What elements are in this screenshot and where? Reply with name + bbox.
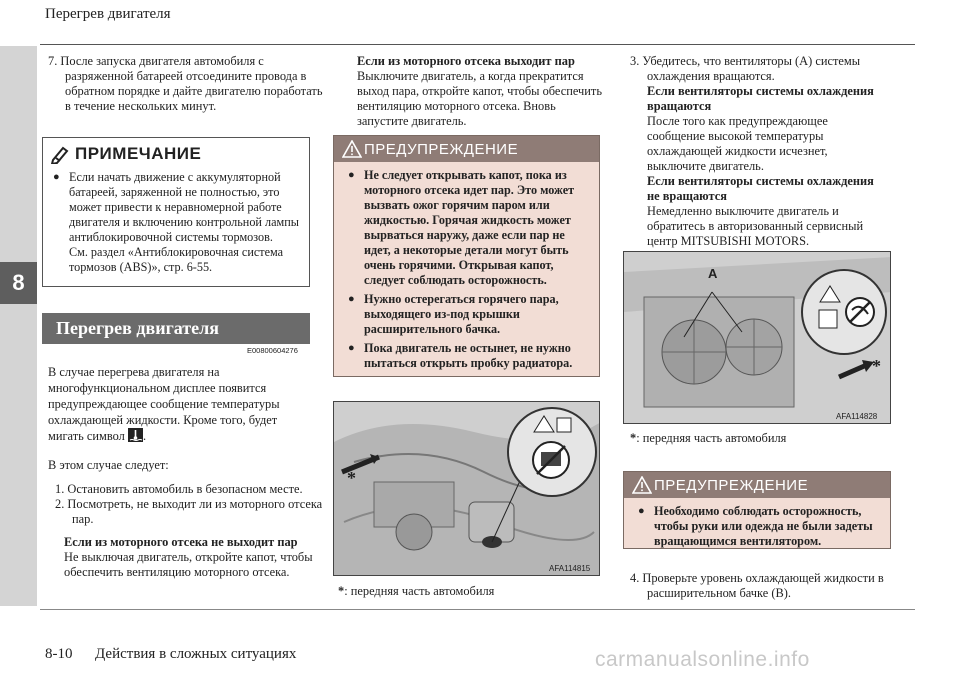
step-7: 7. После запуска двигателя автомобиля с разряженной батареей отсоедините провода в обратном порядке и дайте двигателю поработать в течение нескольких минут.	[48, 54, 323, 113]
bullet-dot-icon: ●	[638, 505, 645, 517]
warning-box-2	[623, 471, 891, 549]
engine-bay-figure-1	[333, 401, 600, 576]
engine-bay-figure-2	[623, 251, 891, 424]
bullet-dot-icon: ●	[348, 293, 355, 305]
figure-2-label-a: A	[708, 266, 718, 281]
figure-2-code: AFA114828	[836, 412, 878, 421]
warning-1-bullet-2: Нужно остерегаться горячего пара, выходящего из-под крышки расширительного бачка.	[364, 292, 559, 336]
no-steam-title: Если из моторного отсека не выходит пар	[64, 535, 298, 549]
fans-no-rotate-text: Немедленно выключите двигатель и обратитесь в авторизованный сервисный центр MITSUBISHI MOTORS.	[647, 204, 864, 248]
footer-divider	[40, 609, 915, 610]
bullet-dot-icon: ●	[53, 171, 60, 183]
no-steam-text: Не выключая двигатель, откройте капот, чтобы обеспечить вентиляцию моторного отсека.	[64, 550, 313, 579]
chapter-sidebar	[0, 46, 37, 606]
note-reference: См. раздел «Антиблокировочная система тормозов (ABS)», стр. 6-55.	[69, 245, 284, 274]
step-3: 3. Убедитесь, что вентиляторы (A) системы охлаждения вращаются.	[630, 54, 861, 83]
warning-title-2: ПРЕДУПРЕЖДЕНИЕ	[654, 476, 809, 494]
steam-text: Выключите двигатель, а когда прекратится выход пара, откройте капот, чтобы обеспечить вентиляцию моторного отсека. Вновь запустите двигатель.	[357, 69, 602, 128]
warning-box-1	[333, 135, 600, 377]
chapter-tab: 8	[0, 262, 37, 304]
warning-triangle-icon	[342, 140, 362, 158]
warning-triangle-icon	[632, 476, 652, 494]
warning-title-1: ПРЕДУПРЕЖДЕНИЕ	[364, 140, 519, 158]
figure-2-caption	[630, 431, 890, 446]
cooling-fans-illustration	[624, 252, 891, 424]
footer	[45, 646, 296, 663]
header-divider	[40, 44, 915, 45]
pencil-icon	[51, 146, 71, 164]
bullet-dot-icon: ●	[348, 169, 355, 181]
caption-star: *	[630, 431, 637, 445]
section-code: E00800604276	[247, 346, 298, 355]
step-1: 1. Остановить автомобиль в безопасном месте.	[55, 482, 303, 496]
page-number: 8-10	[45, 646, 73, 662]
figure-1-front-marker: *	[347, 468, 356, 488]
step-2: 2. Посмотреть, не выходит ли из моторного отсека пар.	[55, 497, 323, 526]
bullet-dot-icon: ●	[348, 342, 355, 354]
caption-text: : передняя часть автомобиля	[636, 431, 787, 445]
intro-paragraph	[48, 364, 310, 444]
engine-bay-illustration	[334, 402, 600, 576]
step-4: 4. Проверьте уровень охлаждающей жидкости в расширительном бачке (B).	[630, 571, 884, 600]
note-title: ПРИМЕЧАНИЕ	[75, 144, 202, 163]
chapter-name: Действия в сложных ситуациях	[95, 646, 297, 662]
cases-text: В этом случае следует:	[48, 458, 169, 472]
warning-1-bullet-1: Не следует открывать капот, пока из моторного отсека идет пар. Это может вызвать ожог горячим паром или жидкостью. Горячая жидкость может вырваться наружу, даже если пар не идет, а некоторые детали могут быть очень горячими. Открывая капот, следует соблюдать осторожность.	[364, 168, 575, 287]
figure-1-caption	[338, 584, 598, 599]
caption-star: *	[338, 584, 345, 598]
intro-text: В случае перегрева двигателя на многофункциональном дисплее появится предупреждающее сообщение температуры охлаждающей жидкости. Кроме того, будет мигать символ	[48, 365, 280, 443]
fans-rotate-text: После того как предупреждающее сообщение высокой температуры охлаждающей жидкости исчезнет, выключите двигатель.	[647, 114, 828, 173]
intro-end: .	[142, 429, 147, 443]
fans-no-rotate-title: Если вентиляторы системы охлаждения не вращаются	[647, 174, 874, 203]
note-bullet: Если начать движение с аккумуляторной батареей, заряженной не полностью, это может привести к неравномерной работе двигателя и включению контрольной лампы антиблокировочной системы тормозов.	[69, 170, 299, 244]
warning-2-bullet-1: Необходимо соблюдать осторожность, чтобы руки или одежда не были задеты вращающимся вентилятором.	[654, 504, 873, 548]
fans-rotate-title: Если вентиляторы системы охлаждения вращаются	[647, 84, 874, 113]
figure-1-code: AFA114815	[549, 564, 591, 573]
note-box	[42, 137, 310, 287]
caption-text: : передняя часть автомобиля	[344, 584, 495, 598]
coolant-temperature-icon	[128, 428, 143, 442]
warning-1-bullet-3: Пока двигатель не остынет, не нужно пытаться открыть пробку радиатора.	[364, 341, 573, 370]
section-title: Перегрев двигателя	[42, 313, 310, 344]
figure-2-front-marker: *	[872, 356, 881, 376]
steam-title: Если из моторного отсека выходит пар	[357, 54, 575, 68]
watermark: carmanualsonline.info	[595, 648, 810, 671]
page-header-title: Перегрев двигателя	[45, 6, 171, 22]
